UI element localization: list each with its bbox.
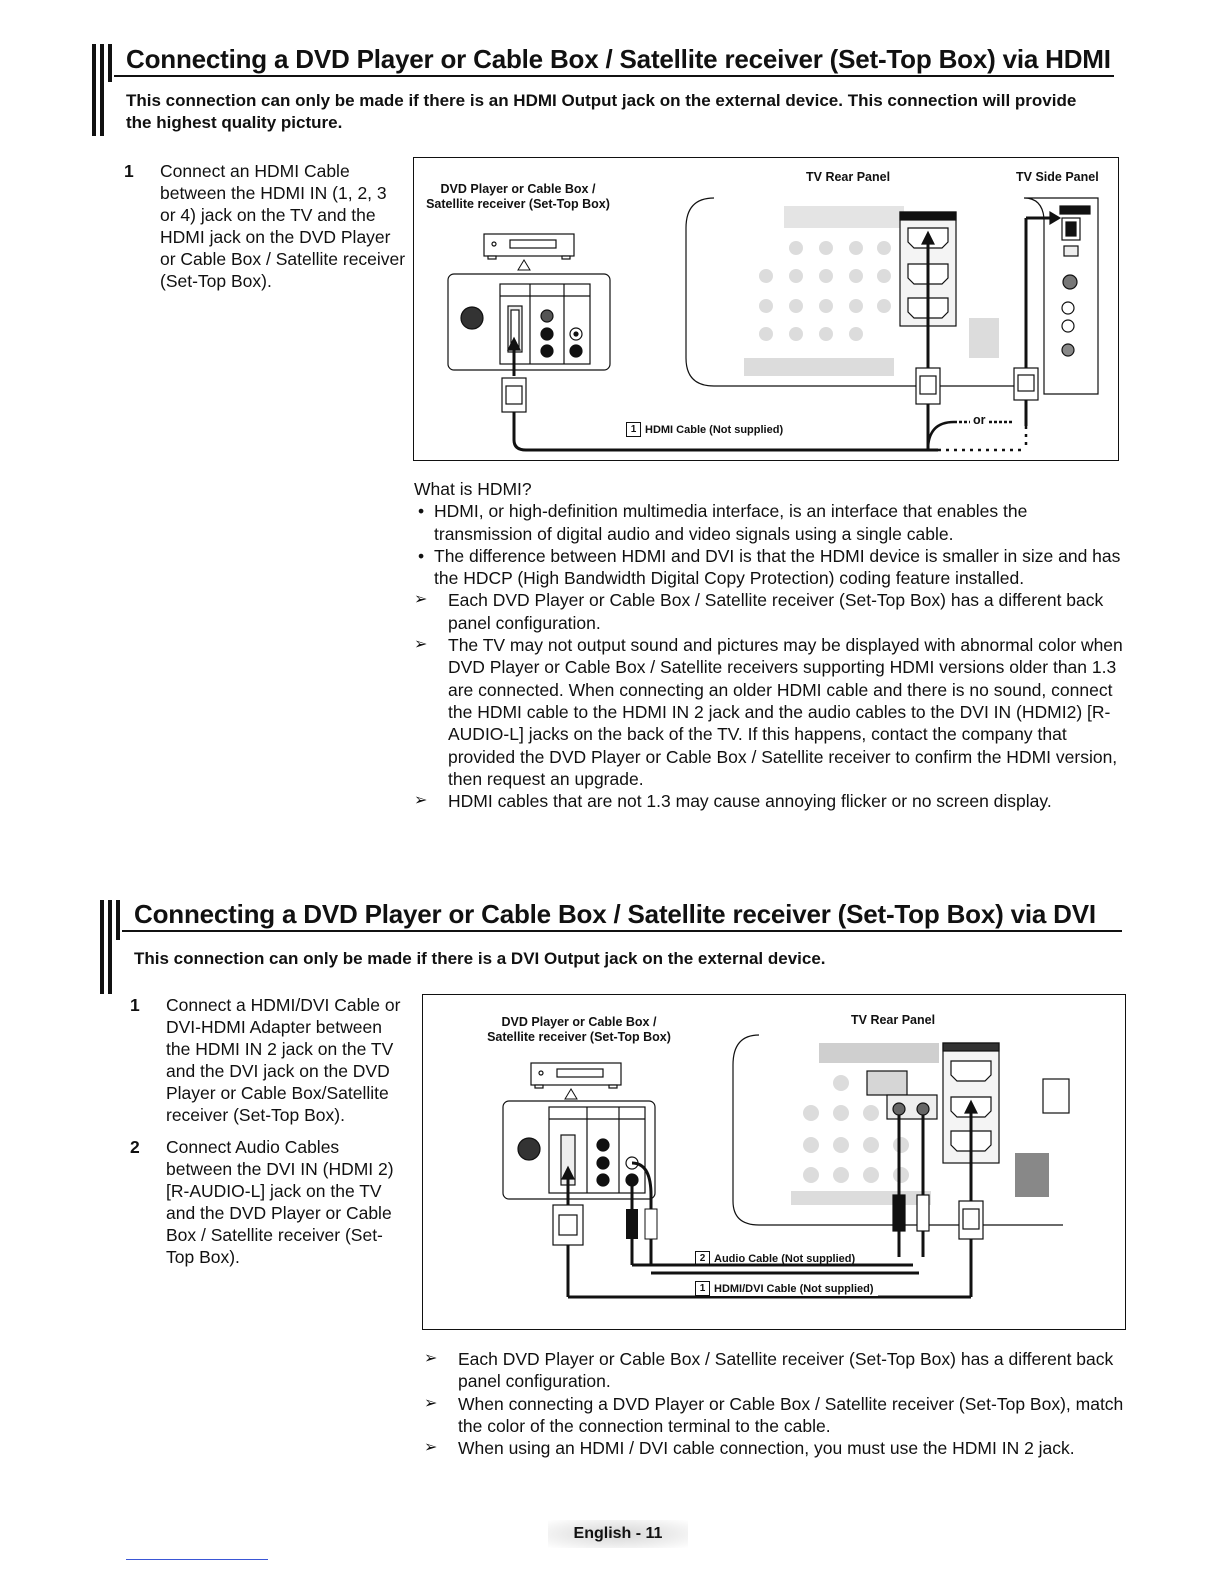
- step-2: [130, 1136, 402, 1268]
- dvd-player-icon: [531, 1063, 621, 1088]
- section-1-notes: [414, 478, 1124, 812]
- cable-number: 1: [695, 1281, 710, 1296]
- step-text: Connect a HDMI/DVI Cable or DVI-HDMI Adapter between the HDMI IN 2 jack on the TV and the DVI jack on the DVD Player or Cable Box/Satellite receiver (Set-Top Box).: [166, 995, 401, 1125]
- note-item: ➢ Each DVD Player or Cable Box / Satellite receiver (Set-Top Box) has a different back panel configuration.: [414, 590, 1104, 633]
- bullet-item: • The difference between HDMI and DVI is that the HDMI device is smaller in size and has the HDCP (High Bandwidth Digital Copy Protection) coding feature installed.: [418, 545, 1121, 589]
- section-2-steps: [130, 994, 402, 1278]
- page-number: English - 11: [548, 1520, 688, 1548]
- bullet-marker: •: [418, 501, 425, 522]
- step-number: 1: [124, 161, 134, 181]
- arrow-marker-icon: ➢: [414, 591, 428, 609]
- cable-text: Audio Cable (Not supplied): [714, 1252, 856, 1265]
- dvi-connection-diagram: [422, 994, 1126, 1330]
- tv-rear-panel-label: TV Rear Panel: [851, 1013, 936, 1027]
- audio-cable-label: [695, 1251, 855, 1266]
- section-2-notes: [424, 1348, 1124, 1459]
- step-1: [130, 994, 402, 1126]
- section-2-rule: [122, 930, 1122, 932]
- section-1-title: Connecting a DVD Player or Cable Box / Satellite receiver (Set-Top Box) via HDMI: [126, 44, 1111, 74]
- device-label: DVD Player or Cable Box / Satellite receiver (Set-Top Box): [487, 1015, 671, 1044]
- cable-number: 2: [695, 1251, 710, 1266]
- tv-side-panel-drawing: [1014, 198, 1098, 450]
- section-2-intro: This connection can only be made if there is a DVI Output jack on the external device.: [134, 949, 826, 968]
- cable-text: HDMI Cable (Not supplied): [645, 423, 784, 436]
- or-label: or: [970, 413, 989, 428]
- note-item: ➢ HDMI cables that are not 1.3 may cause annoying flicker or no screen display.: [414, 791, 1052, 812]
- section-2-title: Connecting a DVD Player or Cable Box / Satellite receiver (Set-Top Box) via DVI: [134, 899, 1096, 929]
- section-1-intro: This connection can only be made if there is an HDMI Output jack on the external device. This connection will provide the highest quality picture.: [126, 91, 1077, 132]
- step-number: 2: [130, 1137, 140, 1157]
- hdmi-cable-label: [626, 422, 783, 437]
- heading-bars-1: [92, 44, 122, 136]
- arrow-marker-icon: ➢: [414, 792, 428, 810]
- hdmi-question: What is HDMI?: [414, 479, 532, 499]
- bullet-item: • HDMI, or high-definition multimedia interface, is an interface that enables the transmission of digital audio and video signals using a single cable.: [418, 501, 1028, 544]
- arrow-marker-icon: ➢: [424, 1394, 438, 1412]
- device-back-panel: [448, 274, 610, 370]
- hdmi-connection-diagram: [413, 157, 1119, 461]
- audio-plugs: [626, 1209, 657, 1239]
- step-text: Connect an HDMI Cable between the HDMI IN (1, 2, 3 or 4) jack on the TV and the HDMI jack on the DVD Player or Cable Box / Satellite receiver (Set-Top Box).: [160, 161, 406, 291]
- note-item: ➢ Each DVD Player or Cable Box / Satellite receiver (Set-Top Box) has a different back panel configuration.: [424, 1349, 1114, 1392]
- dvi-diagram-drawing: [423, 995, 1125, 1329]
- device-label: DVD Player or Cable Box / Satellite receiver (Set-Top Box): [426, 182, 610, 211]
- arrow-marker-icon: ➢: [424, 1350, 438, 1367]
- step-text: Connect Audio Cables between the DVI IN (HDMI 2) [R-AUDIO-L] jack on the TV and the DVD Player or Cable Box / Satellite receiver (Set-Top Box).: [166, 1137, 394, 1267]
- note-item: ➢ When connecting a DVD Player or Cable Box / Satellite receiver (Set-Top Box), match the color of the connection terminal to the cable.: [424, 1393, 1124, 1436]
- cable-text: HDMI/DVI Cable (Not supplied): [714, 1282, 874, 1295]
- cable-number: 1: [626, 422, 641, 437]
- note-item: ➢ The TV may not output sound and pictures may be displayed with abnormal color when DVD Player or Cable Box / Satellite receivers supporting HDMI versions older than 1.3 are connected. When connecting an older HDMI cable and there is no sound, connect the HDMI cable to the HDMI IN 2 jack and the audio cables to the DVI IN (HDMI2) [R-AUDIO-L] jacks on the back of the TV. If this happens, contact the company that provided the DVD Player or Cable Box / Satellite receiver to confirm the HDMI version, then request an upgrade.: [414, 635, 1123, 789]
- note-item: ➢ When using an HDMI / DVI cable connection, you must use the HDMI IN 2 jack.: [424, 1438, 1075, 1459]
- section-1-steps: [124, 160, 406, 302]
- tv-side-panel-label: TV Side Panel: [1016, 170, 1099, 184]
- step-number: 1: [130, 995, 140, 1015]
- heading-bars-2: [100, 900, 130, 994]
- footer-rule: [126, 1559, 268, 1560]
- tv-rear-panel-label: TV Rear Panel: [806, 170, 891, 184]
- arrow-marker-icon: ➢: [414, 636, 428, 654]
- section-1-rule: [114, 75, 1114, 77]
- dvd-player-icon: [484, 234, 574, 259]
- step-1: [124, 160, 406, 292]
- hdmi-dvi-cable-label: [695, 1281, 878, 1296]
- arrow-marker-icon: ➢: [424, 1439, 438, 1457]
- bullet-marker: •: [418, 545, 425, 566]
